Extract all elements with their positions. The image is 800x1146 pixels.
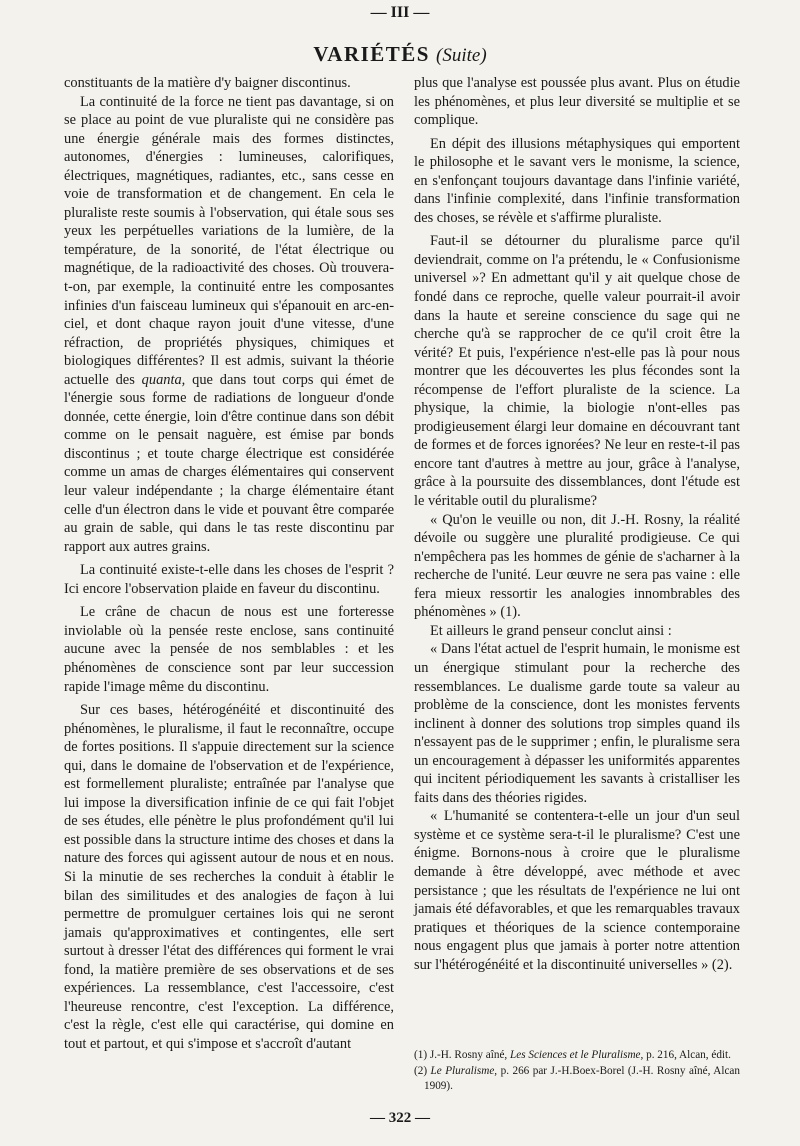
footnote-text: (2) [414, 1065, 428, 1077]
left-column [64, 74, 394, 1053]
title-suffix: (Suite) [436, 45, 487, 66]
italic-term: quanta, [141, 371, 186, 388]
paragraph: « Dans l'état actuel de l'esprit humain, le monisme est un énergique stimulant pour la recherche des ressemblances. Le dualisme garde toute sa valeur au problème de la conscience, dont les monistes fervents inclinent à donner des solutions trop simples quand ils n'essayent pas de le supprimer ; enfin, le pluralisme sera un encouragement à dépasser les uniformités apparentes qui incitent périodiquement les savants à cristalliser les faits dans des théories rigides. [414, 641, 740, 806]
footnote-2 [414, 1064, 740, 1094]
title-text: VARIÉTÉS [313, 42, 430, 66]
paragraph: « Qu'on le veuille ou non, dit J.-H. Rosny, la réalité dévoile ou suggère une pluralité prodigieuse. Ce qui n'empêchera pas les hommes de génie de s'acharner à la recherche de l'unité. Leur œuvre ne sera pas vaine : elle fera mieux ressortir les analogies innombrables des phénomènes » (1). [414, 511, 740, 621]
paragraph-text: La continuité de la force ne tient pas davantage, si on se place au point de vue pluraliste qui ne considère pas une énergie générale mais des formes distinctes, autonomes, d'énergies : lumineuses, calorifiques, électriques, magnétiques, radiantes, etc., sans cesse en voie de transformation et de changement. En cela le pluraliste reste soumis à l'observation, qui étale sous ses yeux les perpétuelles variations de la lumière, de la température, de la sonorité, de l'état électrique ou magnétique, de la radioactivité des choses. Où trouvera-t-on, par exemple, la continuité entre les composantes infinies d'un faisceau lumineux qui s'épanouit en arc-en-ciel, et dont chaque rayon jouit d'une vitesse, d'une réfraction, de propriétés physiques, chimiques et biologiques différentes? Il est admis, suivant la théorie actuelle des [64, 93, 394, 388]
footnote-text: p. 266 par J.-H.Boex-Borel (J.-H. Rosny aîné, Alcan 1909). [424, 1065, 740, 1092]
page-title [0, 42, 800, 67]
paragraph: plus que l'analyse est poussée plus avant. Plus on étudie les phénomènes, et plus leur diversité se multiplie et se complique. [414, 75, 740, 129]
paragraph: Le crâne de chacun de nous est une forteresse inviolable où la pensée reste enclose, sans continuité aucune avec la pensée de nos semblables : et les phénomènes de conscience sont par leur succession rapide l'image même du discontinu. [64, 604, 394, 695]
paragraph: constituants de la matière d'y baigner discontinus. [64, 75, 351, 91]
paragraph: La continuité existe-t-elle dans les choses de l'esprit ? Ici encore l'observation plaide en faveur du discontinu. [64, 562, 394, 597]
paragraph: En dépit des illusions métaphysiques qui emportent le philosophe et le savant vers le monisme, la science, en s'enfonçant toujours davantage dans l'infinie variété, dans l'infinie complexité, dans l'infinie transformation des choses, se révèle et s'affirme pluraliste. [414, 135, 740, 226]
paragraph: Faut-il se détourner du pluralisme parce qu'il deviendrait, comme on l'a prétendu, le « Confusionisme universel »? En admettant qu'il y ait quelque chose de fondé dans ce reproche, quelle valeur pourrait-il avoir dans la haute et sereine conscience du sage qui ne cherche qu'à se rapprocher de ce qu'il croit être la vérité? Et puis, l'expérience n'est-elle pas là pour nous montrer que les découvertes les plus fécondes sont la récompense de l'effort pluraliste de la science. La physique, la chimie, la biologie n'ont-elles pas prodigieusement élargi leur domaine en découvrant tant de formes et de forces ignorées? Ne leur en reste-t-il pas encore tant d'autres à mettre au jour, grâce à l'analyse, grâce à la poursuite des dissemblances, dont l'étude est le véritable outil du pluralisme? [414, 233, 740, 510]
footnote-text: (1) J.-H. Rosny aîné, [414, 1049, 508, 1061]
footnote-title: Le Pluralisme, [430, 1065, 498, 1077]
footnote-1 [414, 1048, 740, 1063]
paragraph: Sur ces bases, hétérogénéité et discontinuité des phénomènes, le pluralisme, il faut le reconnaître, occupe de fortes positions. Il s'appuie directement sur la science qui, dans le domaine de l'observation et de l'expérience, est formellement pluraliste; entraînée par l'analyse que lui impose la diversification infinie de ce qui fait l'objet de ses études, elle pénètre le plus profondément qu'il lui est possible dans la structure intime des choses et dans la nature des forces qui agissent autour de nous et en nous. Si la minutie de ses recherches la conduit à établir le bilan des similitudes et des analogies de façon à lui permettre de promulguer certaines lois qui ne seront jamais qu'approximatives et contingentes, elle sert surtout à dresser l'état des différences qui forment le vrai fond, la matière première de ses observations et de ses expériences. La ressemblance, c'est l'accessoire, c'est l'heureuse rencontre, c'est l'exception. La différence, c'est la règle, c'est elle qui caractérise, qui domine en tout et partout, et qui s'impose et s'accroît d'autant [64, 702, 394, 1052]
right-column [414, 74, 740, 974]
paragraph: Et ailleurs le grand penseur conclut ainsi : [430, 622, 672, 639]
paragraph: « L'humanité se contentera-t-elle un jour d'un seul système et ce système sera-t-il le pluralisme? C'est une énigme. Bornons-nous à croire que le pluralisme demande à être développé, avec méthode et avec persistance ; que les résultats de l'expérience ne lui ont jamais été défavorables, et que les remarquables travaux pratiques et théoriques de la science contemporaine nous engagent plus que jamais à porter notre attention sur l'hétérogénéité et la discontinuité universelles » (2). [414, 808, 740, 973]
paragraph [64, 93, 394, 557]
footnote-title: Les Sciences et le Pluralisme, [510, 1049, 644, 1061]
footnotes [414, 1048, 740, 1095]
section-number: — III — [370, 4, 430, 21]
paragraph-text: que dans tout corps qui émet de l'énergie sous forme de radiations de longueur d'onde donnée, cette énergie, loin d'être continue dans son débit comme on le pensait naguère, est émise par bonds discontinus ; et toute charge électrique est considérée comme un amas de charges élémentaires qui conservent leur valeur indépendante ; la charge élémentaire étant celle d'un électron dans le vide et pouvant être comparée au grain de sable, qui dans le tas reste discontinu par rapport aux autres grains. [64, 371, 394, 555]
footnote-text: p. 216, Alcan, édit. [646, 1049, 731, 1061]
page-number: — 322 — [370, 1110, 430, 1126]
